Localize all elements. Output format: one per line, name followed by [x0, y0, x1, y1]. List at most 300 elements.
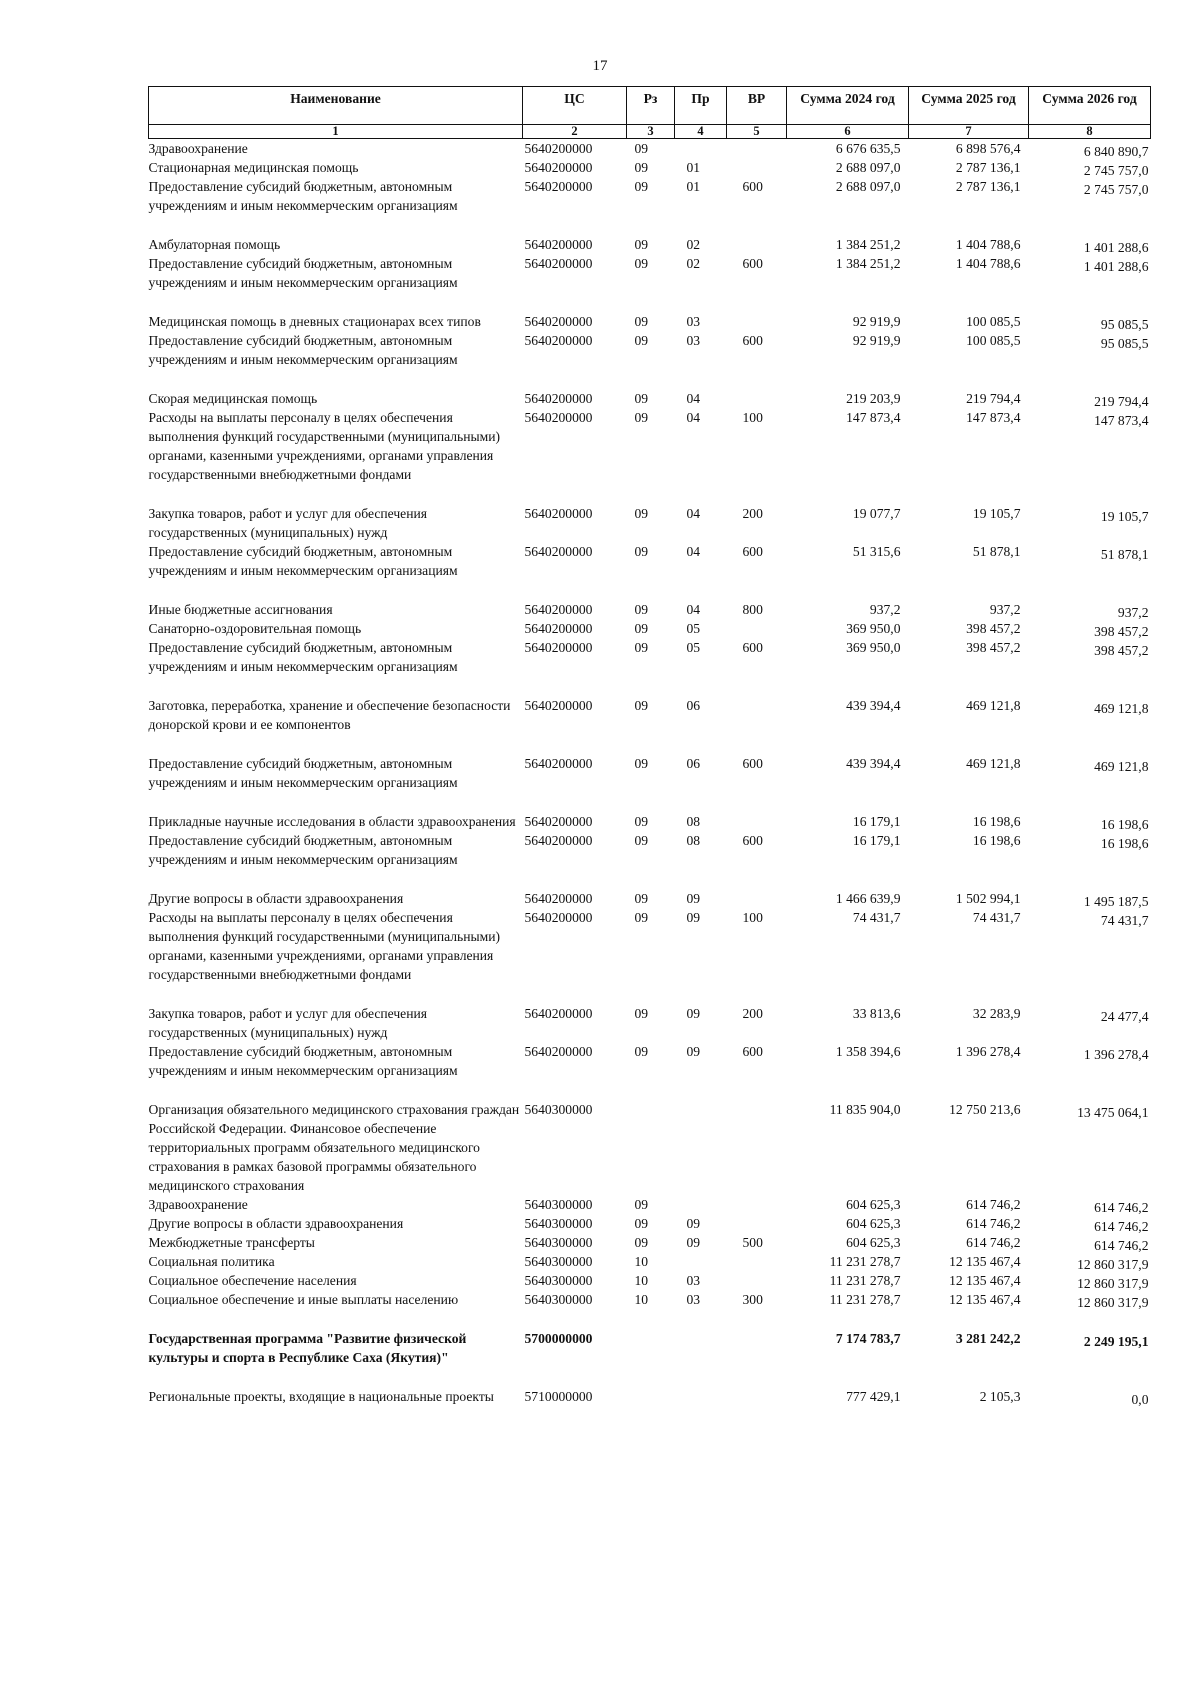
- row-sum-2025: 32 283,9: [972, 1006, 1021, 1021]
- row-sum-2024: 74 431,7: [852, 910, 901, 925]
- row-name: Скорая медицинская помощь: [148, 391, 318, 406]
- row-pr-code: 03: [686, 1273, 701, 1288]
- row-pr-code: [675, 1387, 727, 1406]
- row-cs-code: 5640200000: [524, 640, 593, 655]
- row-sum-2024: 937,2: [869, 602, 901, 617]
- table-row: [149, 619, 1151, 638]
- row-sum-2025: 3 281 242,2: [955, 1331, 1021, 1346]
- row-sum-2025: 2 787 136,1: [955, 179, 1021, 194]
- row-sum-2024: 1 384 251,2: [835, 237, 901, 252]
- row-sum-2026: 6 840 890,7: [1083, 144, 1149, 159]
- row-pr-code: 04: [686, 410, 701, 425]
- row-sum-2026-cell: [1029, 1387, 1151, 1406]
- row-sum-2026: 614 746,2: [1094, 1219, 1149, 1234]
- row-vr-code: 800: [742, 602, 763, 617]
- row-vr-code: 600: [742, 640, 763, 655]
- row-cs-code: 5640200000: [524, 544, 593, 559]
- row-pr-code: 01: [686, 179, 701, 194]
- row-sum-2026: 147 873,4: [1094, 413, 1149, 428]
- row-sum-2025: 1 404 788,6: [955, 237, 1021, 252]
- table-row: [149, 1042, 1151, 1100]
- row-rz-code: [627, 1100, 675, 1195]
- row-sum-2026: 937,2: [1117, 605, 1149, 620]
- table-row: [149, 1195, 1151, 1214]
- row-sum-2024: 439 394,4: [846, 756, 901, 771]
- row-name: Здравоохранение: [148, 141, 248, 156]
- row-sum-2026: 16 198,6: [1100, 836, 1149, 851]
- row-sum-2024: 7 174 783,7: [835, 1331, 901, 1346]
- table-header: [149, 87, 1151, 139]
- row-sum-2026: 614 746,2: [1094, 1200, 1149, 1215]
- row-sum-2026: 24 477,4: [1100, 1009, 1149, 1024]
- row-pr-code: [675, 139, 727, 159]
- row-name: Прикладные научные исследования в области здравоохранения: [148, 814, 516, 829]
- row-sum-2026-cell: [1029, 812, 1151, 831]
- row-vr-code: [727, 619, 787, 638]
- row-sum-2026: 95 085,5: [1100, 317, 1149, 332]
- row-pr-code: 02: [686, 256, 701, 271]
- row-sum-2026: 469 121,8: [1094, 701, 1149, 716]
- row-pr-code: 03: [686, 314, 701, 329]
- row-sum-2025: 147 873,4: [966, 410, 1021, 425]
- row-sum-2024: 33 813,6: [852, 1006, 901, 1021]
- row-sum-2026: 2 745 757,0: [1083, 182, 1149, 197]
- column-number: 2: [523, 125, 627, 139]
- row-sum-2025: 2 787 136,1: [955, 160, 1021, 175]
- row-cs-code: 5710000000: [524, 1389, 593, 1404]
- row-vr-code: [727, 696, 787, 754]
- row-name: Иные бюджетные ассигнования: [148, 602, 333, 617]
- row-sum-2025: 614 746,2: [966, 1197, 1021, 1212]
- row-sum-2026: 398 457,2: [1094, 643, 1149, 658]
- row-sum-2026-cell: [1029, 638, 1151, 696]
- row-cs-code: 5640300000: [524, 1102, 593, 1117]
- row-sum-2026-cell: [1029, 1042, 1151, 1100]
- row-cs-code: 5640300000: [524, 1292, 593, 1307]
- row-vr-code: 600: [742, 333, 763, 348]
- row-sum-2026: 16 198,6: [1100, 817, 1149, 832]
- row-pr-code: 04: [686, 506, 701, 521]
- row-sum-2026: 469 121,8: [1094, 759, 1149, 774]
- row-vr-code: 600: [742, 833, 763, 848]
- table-row: [149, 696, 1151, 754]
- row-sum-2026-cell: [1029, 831, 1151, 889]
- row-name: Заготовка, переработка, хранение и обеспечение безопасности донорской крови и ее компонентов: [148, 698, 511, 732]
- row-rz-code: 09: [634, 333, 649, 348]
- row-sum-2024: 6 676 635,5: [835, 141, 901, 156]
- row-cs-code: 5640300000: [524, 1235, 593, 1250]
- row-sum-2025: 398 457,2: [966, 621, 1021, 636]
- row-cs-code: 5640200000: [524, 910, 593, 925]
- row-pr-code: 09: [686, 1235, 701, 1250]
- header-sum-2026: Сумма 2026 год: [1029, 87, 1151, 125]
- row-sum-2026-cell: [1029, 254, 1151, 312]
- row-name: Социальная политика: [148, 1254, 275, 1269]
- row-sum-2024: 2 688 097,0: [835, 160, 901, 175]
- row-cs-code: 5640200000: [524, 160, 593, 175]
- row-sum-2024: 11 835 904,0: [829, 1102, 901, 1117]
- table-row: [149, 331, 1151, 389]
- row-vr-code: 300: [742, 1292, 763, 1307]
- row-rz-code: 09: [634, 237, 649, 252]
- row-cs-code: 5640300000: [524, 1273, 593, 1288]
- row-rz-code: [627, 1329, 675, 1387]
- row-sum-2025: 469 121,8: [966, 698, 1021, 713]
- row-pr-code: 05: [686, 621, 701, 636]
- row-vr-code: [727, 139, 787, 159]
- row-sum-2026-cell: [1029, 158, 1151, 177]
- row-sum-2026: 219 794,4: [1094, 394, 1149, 409]
- row-cs-code: 5640200000: [524, 391, 593, 406]
- row-vr-code: 600: [742, 179, 763, 194]
- row-name: Амбулаторная помощь: [148, 237, 281, 252]
- row-sum-2026-cell: [1029, 312, 1151, 331]
- row-sum-2026-cell: [1029, 1004, 1151, 1042]
- table-row: [149, 600, 1151, 619]
- row-pr-code: 09: [686, 1216, 701, 1231]
- row-rz-code: 10: [634, 1254, 649, 1269]
- row-sum-2025: 16 198,6: [972, 833, 1021, 848]
- row-vr-code: [727, 158, 787, 177]
- table-row: [149, 831, 1151, 889]
- row-sum-2024: 147 873,4: [846, 410, 901, 425]
- row-sum-2024: 11 231 278,7: [829, 1273, 901, 1288]
- header-cs: ЦС: [523, 87, 627, 125]
- page-number: 17: [592, 58, 608, 74]
- row-sum-2025: 219 794,4: [966, 391, 1021, 406]
- row-pr-code: 06: [686, 756, 701, 771]
- row-sum-2026-cell: [1029, 619, 1151, 638]
- row-rz-code: 09: [634, 621, 649, 636]
- row-sum-2026: 13 475 064,1: [1077, 1105, 1149, 1120]
- row-sum-2026: 19 105,7: [1100, 509, 1149, 524]
- row-sum-2026-cell: [1029, 908, 1151, 1004]
- row-sum-2026: 1 495 187,5: [1083, 894, 1149, 909]
- row-sum-2024: 11 231 278,7: [829, 1292, 901, 1307]
- row-name: Санаторно-оздоровительная помощь: [148, 621, 362, 636]
- row-name: Другие вопросы в области здравоохранения: [148, 1216, 404, 1231]
- column-number: 3: [627, 125, 675, 139]
- table-row: [149, 542, 1151, 600]
- row-cs-code: 5640200000: [524, 1006, 593, 1021]
- header-row: [149, 87, 1151, 125]
- row-rz-code: 10: [634, 1292, 649, 1307]
- row-sum-2026: 0,0: [1131, 1392, 1149, 1407]
- row-sum-2025: 12 750 213,6: [949, 1102, 1021, 1117]
- row-sum-2024: 92 919,9: [852, 333, 901, 348]
- header-pr: Пр: [675, 87, 727, 125]
- row-cs-code: 5640300000: [524, 1254, 593, 1269]
- row-cs-code: 5640200000: [524, 256, 593, 271]
- row-sum-2025: 937,2: [989, 602, 1021, 617]
- row-vr-code: 600: [742, 756, 763, 771]
- row-sum-2025: 6 898 576,4: [955, 141, 1021, 156]
- row-sum-2025: 398 457,2: [966, 640, 1021, 655]
- table-body: [149, 139, 1151, 1407]
- row-sum-2026-cell: [1029, 389, 1151, 408]
- row-vr-code: [727, 235, 787, 254]
- row-name: Стационарная медицинская помощь: [148, 160, 359, 175]
- table-row: [149, 889, 1151, 908]
- row-rz-code: 09: [634, 179, 649, 194]
- table-row: [149, 312, 1151, 331]
- row-sum-2025: 19 105,7: [972, 506, 1021, 521]
- row-sum-2024: 369 950,0: [846, 640, 901, 655]
- row-rz-code: [627, 1387, 675, 1406]
- row-sum-2025: 12 135 467,4: [949, 1254, 1021, 1269]
- row-name: Предоставление субсидий бюджетным, автономным учреждениям и иным некоммерческим организациям: [148, 1044, 458, 1078]
- row-rz-code: 09: [634, 506, 649, 521]
- header-name: Наименование: [149, 87, 523, 125]
- table-row: [149, 1387, 1151, 1406]
- row-sum-2025: 1 502 994,1: [955, 891, 1021, 906]
- row-rz-code: 09: [634, 910, 649, 925]
- row-name: Расходы на выплаты персоналу в целях обеспечения выполнения функций государственными (муниципальными) органами, казенными учреждениями, органами управления государственными внебюджетными фондами: [148, 910, 501, 982]
- row-sum-2024: 439 394,4: [846, 698, 901, 713]
- row-sum-2024: 2 688 097,0: [835, 179, 901, 194]
- column-number-row: [149, 125, 1151, 139]
- row-pr-code: 02: [686, 237, 701, 252]
- row-cs-code: 5640200000: [524, 814, 593, 829]
- row-name: Предоставление субсидий бюджетным, автономным учреждениям и иным некоммерческим организациям: [148, 544, 458, 578]
- table-row: [149, 177, 1151, 235]
- table-row: [149, 1290, 1151, 1329]
- row-vr-code: 100: [742, 910, 763, 925]
- row-sum-2026: 74 431,7: [1100, 913, 1149, 928]
- table-row: [149, 1271, 1151, 1290]
- row-sum-2025: 74 431,7: [972, 910, 1021, 925]
- row-sum-2026-cell: [1029, 600, 1151, 619]
- row-vr-code: [727, 1252, 787, 1271]
- row-sum-2026-cell: [1029, 1195, 1151, 1214]
- table-row: [149, 1100, 1151, 1195]
- row-cs-code: 5640200000: [524, 179, 593, 194]
- row-sum-2026-cell: [1029, 1214, 1151, 1233]
- row-rz-code: 09: [634, 1235, 649, 1250]
- row-sum-2024: 11 231 278,7: [829, 1254, 901, 1269]
- row-pr-code: [675, 1195, 727, 1214]
- row-sum-2024: 51 315,6: [852, 544, 901, 559]
- row-vr-code: [727, 1195, 787, 1214]
- column-number: 1: [149, 125, 523, 139]
- row-rz-code: 09: [634, 756, 649, 771]
- table-row: [149, 1233, 1151, 1252]
- column-number: 7: [909, 125, 1029, 139]
- row-sum-2026: 95 085,5: [1100, 336, 1149, 351]
- row-sum-2024: 219 203,9: [846, 391, 901, 406]
- row-pr-code: 08: [686, 814, 701, 829]
- row-sum-2026: 1 396 278,4: [1083, 1047, 1149, 1062]
- row-name: Государственная программа "Развитие физической культуры и спорта в Республике Саха (Якутия)": [148, 1331, 467, 1365]
- row-pr-code: 09: [686, 1044, 701, 1059]
- row-vr-code: 600: [742, 1044, 763, 1059]
- row-name: Региональные проекты, входящие в национальные проекты: [148, 1389, 494, 1404]
- table-row: [149, 254, 1151, 312]
- row-rz-code: 09: [634, 814, 649, 829]
- row-name: Предоставление субсидий бюджетным, автономным учреждениям и иным некоммерческим организациям: [148, 333, 458, 367]
- table-row: [149, 1004, 1151, 1042]
- row-pr-code: 09: [686, 1006, 701, 1021]
- row-sum-2026-cell: [1029, 754, 1151, 812]
- row-sum-2026-cell: [1029, 408, 1151, 504]
- row-name: Предоставление субсидий бюджетным, автономным учреждениям и иным некоммерческим организациям: [148, 756, 458, 790]
- row-rz-code: 09: [634, 1044, 649, 1059]
- row-sum-2025: 614 746,2: [966, 1216, 1021, 1231]
- row-sum-2024: 92 919,9: [852, 314, 901, 329]
- column-number: 8: [1029, 125, 1151, 139]
- row-sum-2025: 2 105,3: [979, 1389, 1021, 1404]
- row-vr-code: [727, 389, 787, 408]
- row-sum-2026-cell: [1029, 177, 1151, 235]
- row-name: Предоставление субсидий бюджетным, автономным учреждениям и иным некоммерческим организациям: [148, 256, 458, 290]
- row-vr-code: [727, 889, 787, 908]
- row-pr-code: 08: [686, 833, 701, 848]
- row-name: Предоставление субсидий бюджетным, автономным учреждениям и иным некоммерческим организациям: [148, 833, 458, 867]
- table-row: [149, 408, 1151, 504]
- row-vr-code: 600: [742, 544, 763, 559]
- row-rz-code: 09: [634, 602, 649, 617]
- row-rz-code: 09: [634, 891, 649, 906]
- row-vr-code: [727, 1214, 787, 1233]
- row-rz-code: 09: [634, 314, 649, 329]
- row-cs-code: 5640200000: [524, 891, 593, 906]
- table-row: [149, 504, 1151, 542]
- row-cs-code: 5640200000: [524, 833, 593, 848]
- row-sum-2025: 16 198,6: [972, 814, 1021, 829]
- row-vr-code: 200: [742, 1006, 763, 1021]
- header-sum-2024: Сумма 2024 год: [787, 87, 909, 125]
- row-sum-2026: 51 878,1: [1100, 547, 1149, 562]
- row-sum-2025: 51 878,1: [972, 544, 1021, 559]
- row-sum-2024: 19 077,7: [852, 506, 901, 521]
- row-sum-2026-cell: [1029, 1100, 1151, 1195]
- row-pr-code: [675, 1329, 727, 1387]
- row-rz-code: 09: [634, 256, 649, 271]
- row-sum-2024: 1 358 394,6: [835, 1044, 901, 1059]
- column-number: 5: [727, 125, 787, 139]
- row-name: Расходы на выплаты персоналу в целях обеспечения выполнения функций государственными (муниципальными) органами, казенными учреждениями, органами управления государственными внебюджетными фондами: [148, 410, 501, 482]
- row-rz-code: 09: [634, 141, 649, 156]
- row-sum-2026-cell: [1029, 139, 1151, 159]
- table-row: [149, 235, 1151, 254]
- row-sum-2026: 2 745 757,0: [1083, 163, 1149, 178]
- row-sum-2026: 12 860 317,9: [1077, 1295, 1149, 1310]
- row-sum-2024: 369 950,0: [846, 621, 901, 636]
- row-sum-2024: 604 625,3: [846, 1235, 901, 1250]
- header-sum-2025: Сумма 2025 год: [909, 87, 1029, 125]
- row-sum-2026-cell: [1029, 542, 1151, 600]
- budget-table: [148, 86, 1151, 1406]
- table-row: [149, 1252, 1151, 1271]
- row-pr-code: 05: [686, 640, 701, 655]
- row-pr-code: 03: [686, 1292, 701, 1307]
- row-sum-2026-cell: [1029, 1290, 1151, 1329]
- row-cs-code: 5640200000: [524, 141, 593, 156]
- row-rz-code: 09: [634, 160, 649, 175]
- row-sum-2026: 398 457,2: [1094, 624, 1149, 639]
- table-row: [149, 812, 1151, 831]
- row-sum-2026: 12 860 317,9: [1077, 1276, 1149, 1291]
- row-name: Закупка товаров, работ и услуг для обеспечения государственных (муниципальных) нужд: [148, 506, 427, 540]
- row-sum-2026: 2 249 195,1: [1083, 1334, 1149, 1349]
- table-row: [149, 139, 1151, 159]
- row-vr-code: 200: [742, 506, 763, 521]
- row-sum-2026-cell: [1029, 1271, 1151, 1290]
- row-rz-code: 09: [634, 1216, 649, 1231]
- table-row: [149, 754, 1151, 812]
- table-row: [149, 908, 1151, 1004]
- table-row: [149, 158, 1151, 177]
- row-sum-2024: 604 625,3: [846, 1216, 901, 1231]
- row-name: Социальное обеспечение населения: [148, 1273, 357, 1288]
- row-sum-2026-cell: [1029, 235, 1151, 254]
- row-sum-2026-cell: [1029, 1329, 1151, 1387]
- row-name: Социальное обеспечение и иные выплаты населению: [148, 1292, 459, 1307]
- row-pr-code: 09: [686, 910, 701, 925]
- row-cs-code: 5640200000: [524, 602, 593, 617]
- row-cs-code: 5640200000: [524, 698, 593, 713]
- table-row: [149, 1214, 1151, 1233]
- row-sum-2024: 1 384 251,2: [835, 256, 901, 271]
- row-sum-2024: 777 429,1: [846, 1389, 901, 1404]
- row-sum-2025: 12 135 467,4: [949, 1292, 1021, 1307]
- row-vr-code: [727, 812, 787, 831]
- row-cs-code: 5640200000: [524, 410, 593, 425]
- row-pr-code: 04: [686, 544, 701, 559]
- row-name: Здравоохранение: [148, 1197, 248, 1212]
- row-pr-code: [675, 1100, 727, 1195]
- row-sum-2026: 1 401 288,6: [1083, 259, 1149, 274]
- row-sum-2026-cell: [1029, 1252, 1151, 1271]
- row-vr-code: 100: [742, 410, 763, 425]
- row-cs-code: 5700000000: [524, 1331, 593, 1346]
- row-sum-2026: 614 746,2: [1094, 1238, 1149, 1253]
- row-sum-2026-cell: [1029, 331, 1151, 389]
- header-vr: ВР: [727, 87, 787, 125]
- row-sum-2026: 1 401 288,6: [1083, 240, 1149, 255]
- row-pr-code: 03: [686, 333, 701, 348]
- row-name: Предоставление субсидий бюджетным, автономным учреждениям и иным некоммерческим организациям: [148, 179, 458, 213]
- row-cs-code: 5640200000: [524, 506, 593, 521]
- row-sum-2024: 1 466 639,9: [835, 891, 901, 906]
- row-cs-code: 5640200000: [524, 756, 593, 771]
- row-vr-code: [727, 1271, 787, 1290]
- row-cs-code: 5640200000: [524, 333, 593, 348]
- row-rz-code: 09: [634, 640, 649, 655]
- row-sum-2025: 469 121,8: [966, 756, 1021, 771]
- row-vr-code: [727, 312, 787, 331]
- column-number: 4: [675, 125, 727, 139]
- row-vr-code: [727, 1329, 787, 1387]
- row-name: Другие вопросы в области здравоохранения: [148, 891, 404, 906]
- row-pr-code: 04: [686, 602, 701, 617]
- row-rz-code: 09: [634, 1197, 649, 1212]
- row-sum-2026-cell: [1029, 504, 1151, 542]
- row-sum-2025: 614 746,2: [966, 1235, 1021, 1250]
- row-pr-code: 06: [686, 698, 701, 713]
- row-sum-2024: 16 179,1: [852, 833, 901, 848]
- row-rz-code: 10: [634, 1273, 649, 1288]
- row-rz-code: 09: [634, 698, 649, 713]
- row-sum-2025: 1 404 788,6: [955, 256, 1021, 271]
- row-vr-code: 500: [742, 1235, 763, 1250]
- table-row: [149, 1329, 1151, 1387]
- row-vr-code: [727, 1100, 787, 1195]
- row-sum-2025: 12 135 467,4: [949, 1273, 1021, 1288]
- row-cs-code: 5640200000: [524, 621, 593, 636]
- row-rz-code: 09: [634, 391, 649, 406]
- row-sum-2026-cell: [1029, 1233, 1151, 1252]
